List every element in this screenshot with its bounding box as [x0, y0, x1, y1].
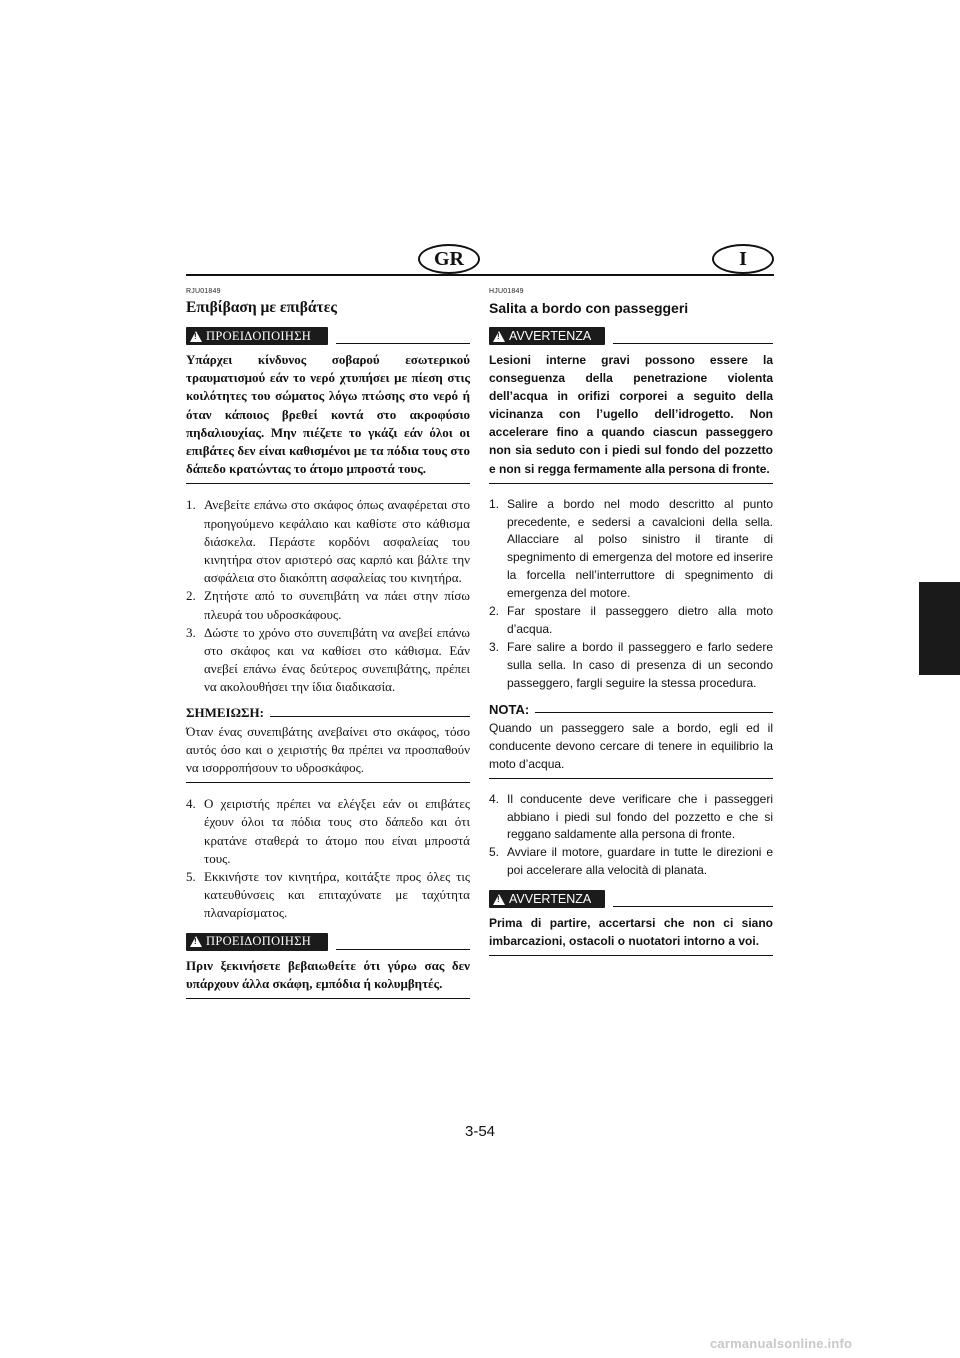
warning-triangle-icon — [493, 894, 505, 905]
list-item — [186, 795, 470, 868]
note-end-rule — [489, 778, 773, 779]
warning-label: ΠΡΟΕΙΔΟΠΟΙΗΣΗ — [206, 934, 312, 949]
warning-end-rule — [186, 998, 470, 999]
warning-header — [489, 886, 773, 908]
italian-column — [489, 287, 773, 956]
step-text: Ο χειριστής πρέπει να ελέγξει εάν οι επιβάτες έχουν όλοι τα πόδια τους στο δάπεδο και ότι κρατάνε σταθερά το άτομο που είναι μπροστά τους. — [204, 796, 470, 866]
warning-badge — [489, 327, 605, 345]
warning-label: AVVERTENZA — [509, 329, 592, 343]
step-number: 1. — [489, 496, 500, 511]
warning-header — [186, 929, 470, 951]
step-number: 3. — [489, 639, 500, 654]
warning-rule — [336, 949, 470, 950]
step-number: 5. — [489, 845, 500, 860]
steps-list — [186, 795, 470, 922]
steps-list — [186, 496, 470, 696]
step-text: Ανεβείτε επάνω στο σκάφος όπως αναφέρεται στο προηγούμενο κεφάλαιο και καθίστε στο κάθισμα διάσκελα. Περάστε κορδόνι ασφαλείας του κινητήρα στον αριστερό σας καρπό και βάλτε την ασφάλεια στο διακόπτη ασφαλείας του κινητήρα. — [204, 497, 470, 586]
list-item — [489, 791, 773, 845]
warning-badge — [186, 327, 328, 345]
step-number: 4. — [186, 796, 196, 812]
step-text: Εκκινήστε τον κινητήρα, κοιτάξτε προς όλες τις κατευθύνσεις και επιταχύνατε με ταχύτητα πλαναρίσματος. — [204, 869, 470, 921]
list-item — [489, 496, 773, 603]
warning-text: Υπάρχει κίνδυνος σοβαρού εσωτερικού τραυματισμού εάν το νερό χτυπήσει με πίεση στις κοιλότητες του σώματος λόγω πτώσης στο νερό ή όταν κάποιος βρεθεί κοντά στο ακροφύσιο πηδαλιουχίας. Μην πιέζετε το γκάζι εάν όλοι οι επιβάτες δεν είναι καθισμένοι με τα πόδια τους στο δάπεδο κρατώντας το άτομο μπροστά τους. — [186, 352, 470, 477]
list-item — [186, 587, 470, 623]
chapter-side-tab — [919, 582, 960, 675]
step-number: 4. — [489, 791, 500, 806]
language-badge-it: I — [712, 244, 774, 274]
warning-label: ΠΡΟΕΙΔΟΠΟΙΗΣΗ — [206, 328, 312, 343]
warning-header — [186, 323, 470, 345]
language-badge-gr: GR — [418, 244, 480, 274]
list-item — [489, 844, 773, 880]
note-header — [186, 703, 470, 721]
step-text: Avviare il motore, guardare in tutte le direzioni e poi accelerare alla velocità di planata. — [507, 845, 773, 878]
section-title: Salita a bordo con passeggeri — [489, 300, 689, 316]
warning-label: AVVERTENZA — [509, 892, 592, 907]
warning-rule — [613, 906, 773, 907]
step-text: Δώστε το χρόνο στο συνεπιβάτη να ανεβεί επάνω στο σκάφος και να καθίσει στο κάθισμα. Εάν ανεβεί επάνω ένας δεύτερος συνεπιβάτης, πρέπει να ακολουθήσει την ίδια διαδικασία. — [204, 624, 470, 695]
note-label: ΣΗΜΕΙΩΣΗ: — [186, 704, 264, 720]
list-item — [186, 868, 470, 923]
warning-triangle-icon — [190, 331, 202, 342]
warning-end-rule — [186, 483, 470, 484]
list-item — [186, 496, 470, 587]
list-item — [489, 603, 773, 639]
page-number: 3-54 — [464, 1123, 496, 1140]
note-end-rule — [186, 782, 470, 783]
list-item — [489, 639, 773, 693]
warning-text: Prima di partire, accertarsi che non ci siano imbarcazioni, ostacoli o nuotatori intorno a voi. — [489, 916, 773, 949]
step-number: 2. — [489, 604, 500, 619]
note-header — [489, 699, 773, 717]
step-text: Salire a bordo nel modo descritto al punto precedente, e sedersi a cavalcioni della sella. Allacciare al polso sinistro il tirante di spegnimento di emergenza del motore ed inserire la forcella nell’interruttore di spegnimento di emergenza del motore. — [507, 496, 773, 601]
note-label: NOTA: — [489, 701, 530, 717]
note-rule — [270, 716, 470, 717]
warning-end-rule — [489, 483, 773, 484]
note-rule — [535, 712, 773, 713]
steps-list — [489, 496, 773, 693]
section-code: RJU01849 — [186, 288, 221, 295]
step-number: 1. — [186, 497, 196, 513]
section-title: Επιβίβαση με επιβάτες — [186, 299, 337, 316]
step-number: 5. — [186, 869, 196, 885]
step-text: Il conducente deve verificare che i passeggeri abbiano i piedi sul fondo del pozzetto e che si reggano saldamente alla persona di fronte. — [507, 791, 773, 842]
steps-list — [489, 791, 773, 881]
step-text: Far spostare il passeggero dietro alla moto d’acqua. — [507, 604, 773, 636]
warning-end-rule — [489, 955, 773, 956]
warning-header — [489, 323, 773, 345]
warning-text: Πριν ξεκινήσετε βεβαιωθείτε ότι γύρω σας δεν υπάρχουν άλλα σκάφη, εμπόδια ή κολυμβητές. — [186, 957, 470, 991]
step-number: 2. — [186, 588, 196, 604]
note-text: Όταν ένας συνεπιβάτης ανεβαίνει στο σκάφος, τόσο αυτός όσο και ο χειριστής θα πρέπει να προσπαθούν να ισορροπήσουν το υδροσκάφος. — [186, 723, 470, 776]
warning-text: Lesioni interne gravi possono essere la conseguenza della penetrazione violenta dell’acqua in orifizi corporei a seguito della vicinanza con l’ugello dell’idrogetto. Non accelerare fino a quando ciascun passeggero non sia seduto con i piedi sul fondo del pozzetto e non si regga fermamente alla persona di fronte. — [489, 353, 773, 476]
warning-rule — [613, 343, 773, 344]
header-rule — [186, 274, 774, 276]
watermark: carmanualsonline.info — [710, 1336, 853, 1351]
step-text: Fare salire a bordo il passeggero e farlo sedere sulla sella. In caso di presenza di un secondo passeggero, fargli seguire la stessa procedura. — [507, 639, 773, 690]
step-text: Ζητήστε από το συνεπιβάτη να πάει στην πίσω πλευρά του υδροσκάφους. — [204, 588, 470, 622]
note-text: Quando un passeggero sale a bordo, egli ed il conducente devono cercare di tenere in equilibrio la moto d’acqua. — [489, 720, 773, 771]
warning-rule — [336, 343, 470, 344]
section-code: HJU01849 — [489, 288, 524, 295]
list-item — [186, 624, 470, 697]
warning-triangle-icon — [493, 331, 505, 342]
step-number: 3. — [186, 624, 196, 640]
greek-column — [186, 287, 470, 999]
warning-badge — [186, 933, 328, 951]
warning-badge — [489, 890, 605, 908]
warning-triangle-icon — [190, 936, 202, 947]
